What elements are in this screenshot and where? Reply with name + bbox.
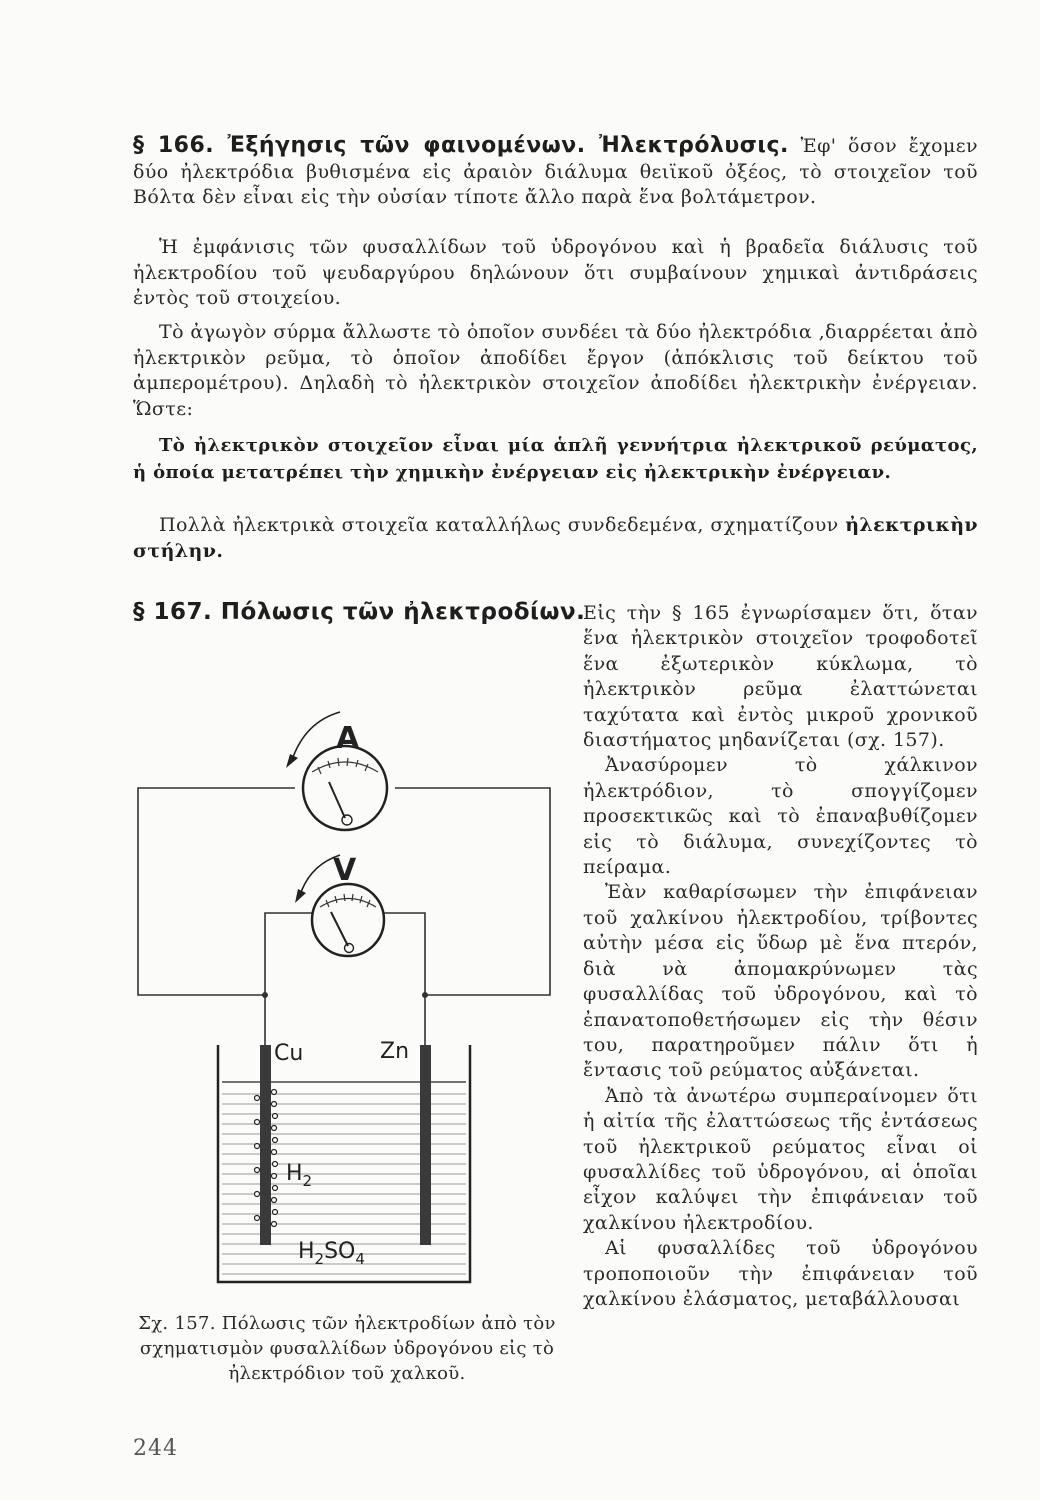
section-167-paragraph-3: Ἐὰν καθαρίσωμεν τὴν ἐπιφάνειαν τοῦ χαλκίνου ἠλεκτροδίου, τρίβοντες αὐτὴν μέσα εἰς ὕδωρ μὲ ἕνα πτερόν, διὰ νὰ ἀπομακρύνωμεν τὰς φυσαλλίδας τοῦ ὑδρογόνου, καὶ τὸ ἐπανατοποθετήσωμεν εἰς τὴν θέσιν του, παρατηροῦμεν πάλιν ὅτι ἡ ἔντασις τοῦ ρεύματος αὐξάνεται. xyxy=(583,881,978,1082)
section-166-rule: Τὸ ἠλεκτρικὸν στοιχεῖον εἶναι μία ἁπλῆ γεννήτρια ἠλεκτρικοῦ ρεύματος, ἡ ὁποία μετατρέπει τὴν χημικὴν ἐνέργειαν εἰς ἠλεκτρικὴν ἐνέργειαν. xyxy=(133,435,978,483)
section-166-paragraph-2: Ἡ ἐμφάνισις τῶν φυσαλλίδων τοῦ ὑδρογόνου καὶ ἡ βραδεῖα διάλυσις τοῦ ἠλεκτροδίου τοῦ ψευδαργύρου δηλώνουν ὅτι συμβαίνουν χημικαὶ ἀντιδράσεις ἐντὸς τοῦ στοιχείου. xyxy=(133,236,978,309)
zinc-electrode xyxy=(420,1045,431,1245)
zinc-label: Zn xyxy=(380,1039,410,1064)
ammeter-label: A xyxy=(336,721,360,756)
junction-dot-left xyxy=(262,992,268,998)
page-number: 244 xyxy=(133,1436,178,1461)
copper-label: Cu xyxy=(274,1041,304,1066)
section-167-paragraph-5: Αἱ φυσαλλίδες τοῦ ὑδρογόνου τροποποιοῦν τὴν ἐπιφάνειαν τοῦ χαλκίνου ἐλάσματος, μεταβάλλουσαι xyxy=(583,1237,978,1310)
sulfuric-acid-label: $H_2SO_4$ xyxy=(298,1239,365,1268)
voltmeter-label: V xyxy=(333,853,357,888)
section-166-intro-text: Ἐφ' ὅσον ἔχομεν δύο ἠλεκτρόδια βυθισμένα εἰς ἀραιὸν διάλυμα θειϊκοῦ ὀξέος, τὸ στοιχεῖον τοῦ Βόλτα δὲν εἶναι εἰς τὴν οὐσίαν τίποτε ἄλλο παρὰ ἕνα βολτάμετρον. xyxy=(133,135,978,208)
section-167-paragraph-4: Ἀπὸ τὰ ἀνωτέρω συμπεραίνομεν ὅτι ἡ αἰτία τῆς ἐλαττώσεως τῆς ἐντάσεως τοῦ ἠλεκτρικοῦ ρεύματος εἶναι οἱ φυσαλλίδες τοῦ ὑδρογόνου, αἱ ὁποῖαι εἶχον καλύψει τὴν ἐπιφάνειαν τοῦ χαλκίνου ἠλεκτροδίου. xyxy=(583,1084,978,1234)
section-167-paragraph-2: Ἀνασύρομεν τὸ χάλκινον ἠλεκτρόδιον, τὸ σπογγίζομεν προσεκτικῶς καὶ τὸ ἐπαναβυθίζομεν εἰς τὸ διάλυμα, συνεχίζοντες τὸ πείραμα. xyxy=(583,754,978,879)
section-167-paragraph-1: Εἰς τὴν § 165 ἐγνωρίσαμεν ὅτι, ὅταν ἕνα ἠλεκτρικὸν στοιχεῖον τροφοδοτεῖ ἕνα ἐξωτερικὸν κύκλωμα, τὸ ἠλεκτρικὸν ρεῦμα ἐλαττώνεται ταχύτατα καὶ ἐντὸς μικροῦ χρονικοῦ διαστήματος μηδανίζεται (σχ. 157). xyxy=(583,602,978,752)
section-166-heading: § 166. Ἐξήγησις τῶν φαινομένων. Ἠλεκτρόλυσις. xyxy=(133,133,789,158)
section-166-paragraph-3: Τὸ ἀγωγὸν σύρμα ἄλλωστε τὸ ὁποῖον συνδέει τὰ δύο ἠλεκτρόδια ,διαρρέεται ἀπὸ ἠλεκτρικὸν ρεῦμα, τὸ ὁποῖον ἀποδίδει ἔργον (ἀπόκλισις τοῦ δείκτου τοῦ ἀμπερομέτρου). Δηλαδὴ τὸ ἠλεκτρικὸν στοιχεῖον ἀποδίδει ἠλεκτρικὴν ἐνέργειαν. Ὥστε: xyxy=(133,321,978,420)
copper-electrode xyxy=(260,1045,271,1245)
section-167-text-column xyxy=(583,601,978,1312)
hydrogen-label: $H_2$ xyxy=(286,1161,313,1190)
section-166-paragraph-1 xyxy=(133,133,978,211)
figure-caption: Σχ. 157. Πόλωσις τῶν ἠλεκτροδίων ἀπὸ τὸν σχηματισμὸν φυσαλλίδων ὑδρογόνου εἰς τὸ ἠλεκτρόδιον τοῦ χαλκοῦ. xyxy=(138,1313,556,1384)
figure-157-polarization xyxy=(130,700,560,1310)
term-electric-pile: ἠλεκτρικὴν στήλην. xyxy=(133,514,978,562)
junction-dot-right xyxy=(422,992,428,998)
section-167-heading: § 167. Πόλωσις τῶν ἠλεκτροδίων. xyxy=(133,599,586,625)
section-166-paragraph-4: Πολλὰ ἠλεκτρικὰ στοιχεῖα καταλλήλως συνδεδεμένα, σχηματίζουν ἠλεκτρικὴν στήλην. xyxy=(133,514,978,562)
